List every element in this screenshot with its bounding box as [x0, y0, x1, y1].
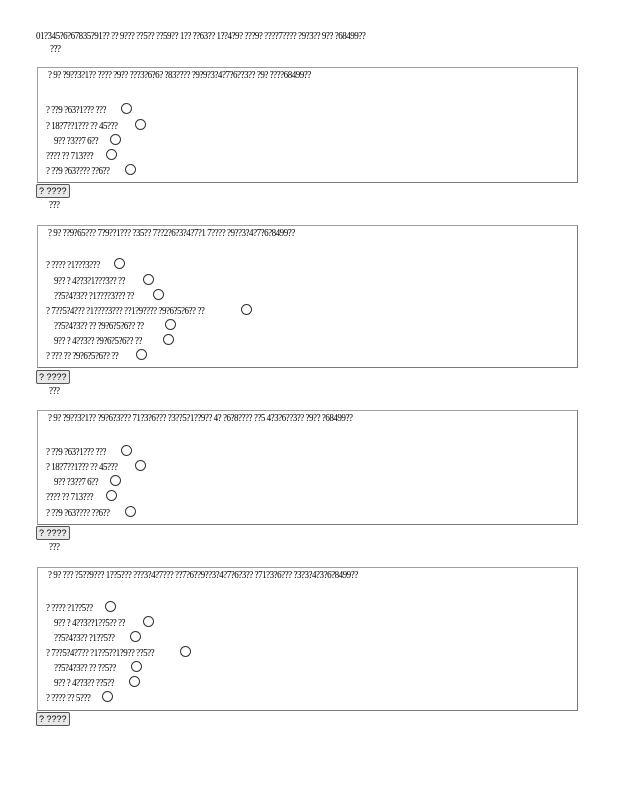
submit-button[interactable]: ? ????: [36, 184, 70, 198]
answer-label: ? 7??5?4??? ?1????3??? ??1?9???? ?9?6?5?6?? ??: [46, 305, 205, 317]
answer-label: ? ??? ?? ?9?6?5?6?? ??: [46, 350, 119, 362]
answer-label: ???? ?? 713???: [46, 150, 94, 162]
answer-label: ???? ?? 713???: [46, 491, 94, 503]
radio-button[interactable]: [121, 103, 132, 114]
radio-button[interactable]: [125, 164, 136, 175]
radio-button[interactable]: [163, 334, 174, 345]
question-box-2: [37, 225, 578, 368]
question-text: ? 9? ??? ?5??9??? 1??5??? ???3?4?7??? ??7?6??9??3?4?7?6?3?? ?71?3?6??? ?3?3?4?3?6?8499??: [48, 569, 358, 581]
answer-label: 9?? ?3??7 6??: [54, 135, 99, 147]
radio-button[interactable]: [121, 445, 132, 456]
feedback-text: ???: [49, 385, 60, 397]
answer-option[interactable]: [46, 161, 136, 179]
question-text: ? 9? ??9?65??? 7?9??1??? ?35?? 7??2?6?3?4?7?1 7???? ?9??3?4?7?6?8499??: [48, 227, 295, 239]
radio-button[interactable]: [165, 319, 176, 330]
question-box-4: [37, 567, 578, 711]
radio-button[interactable]: [106, 149, 117, 160]
answer-label: ? ??9 ?63?1??? ???: [46, 104, 106, 116]
radio-button[interactable]: [153, 289, 164, 300]
submit-button[interactable]: ? ????: [36, 712, 70, 726]
answer-label: ? 18?7??1??? ?? 45???: [46, 120, 118, 132]
radio-button[interactable]: [180, 646, 191, 657]
feedback-text: ???: [49, 541, 60, 553]
radio-button[interactable]: [110, 134, 121, 145]
answer-label: ? ???? ?1???3???: [46, 259, 100, 271]
answer-label: 9?? ? 4??3?? ?9?6?5?6?? ??: [54, 335, 142, 347]
radio-button[interactable]: [125, 506, 136, 517]
answer-option[interactable]: [46, 503, 136, 521]
answer-option[interactable]: [46, 346, 147, 364]
radio-button[interactable]: [135, 460, 146, 471]
page-header-line: 01?345?6?67835?91?? ?? 9??? ??5?? ??59?? 1?? ??63?? 1??4?9? ???9? ????7???? ?9?3?? 9?? ?68499??: [36, 30, 366, 42]
answer-label: 9?? ? 4??3??1??5?? ??: [54, 617, 126, 629]
answer-label: ??5?4?3?? ?? ??5??: [54, 662, 116, 674]
radio-button[interactable]: [143, 274, 154, 285]
question-box-3: [37, 410, 578, 525]
answer-label: 9?? ?3??7 6??: [54, 476, 99, 488]
radio-button[interactable]: [114, 258, 125, 269]
answer-label: ??5?4?3?? ?? ?9?6?5?6?? ??: [54, 320, 144, 332]
answer-label: ? 7??5?4?7?? ?1??5??1?9?? ??5??: [46, 647, 155, 659]
radio-button[interactable]: [136, 349, 147, 360]
radio-button[interactable]: [106, 490, 117, 501]
answer-label: ? ??9 ?63?1??? ???: [46, 446, 106, 458]
answer-label: ??5?4?3?? ?1????3??? ??: [54, 290, 134, 302]
question-text: ? 9? ?9??3?1?? ???? ?9?? ???3?6?6? ?83???? ?9?9?3?4?7?6??3?? ?9? ????68499??: [48, 69, 311, 81]
radio-button[interactable]: [102, 691, 113, 702]
answer-label: 9?? ? 4??3?1???3?? ??: [54, 275, 126, 287]
radio-button[interactable]: [241, 304, 252, 315]
radio-button[interactable]: [105, 601, 116, 612]
answer-label: ? ???? ?? 5???: [46, 692, 91, 704]
answer-label: ? 18?7??1??? ?? 45???: [46, 461, 118, 473]
question-text: ? 9? ?9??3?1?? ?9?6?3??? 71?3?6??? ?3??5?1??9?? 4? ?6?8???? ??5 4?3?6??3?? ?9?? ?68499??: [48, 412, 353, 424]
radio-button[interactable]: [110, 475, 121, 486]
answer-label: 9?? ? 4??3?? ??5??: [54, 677, 114, 689]
answer-label: ? ???? ?1??5??: [46, 602, 93, 614]
radio-button[interactable]: [135, 119, 146, 130]
submit-button[interactable]: ? ????: [36, 526, 70, 540]
question-box-1: [37, 67, 578, 183]
radio-button[interactable]: [131, 661, 142, 672]
radio-button[interactable]: [130, 631, 141, 642]
answer-label: ? ??9 ?63???? ??6??: [46, 165, 110, 177]
page-header-sub: ???: [50, 43, 61, 55]
answer-option[interactable]: [46, 688, 113, 706]
answer-label: ? ??9 ?63???? ??6??: [46, 507, 110, 519]
submit-button[interactable]: ? ????: [36, 370, 70, 384]
radio-button[interactable]: [129, 676, 140, 687]
answer-label: ??5?4?3?? ?1??5??: [54, 632, 115, 644]
radio-button[interactable]: [143, 616, 154, 627]
feedback-text: ???: [49, 199, 60, 211]
